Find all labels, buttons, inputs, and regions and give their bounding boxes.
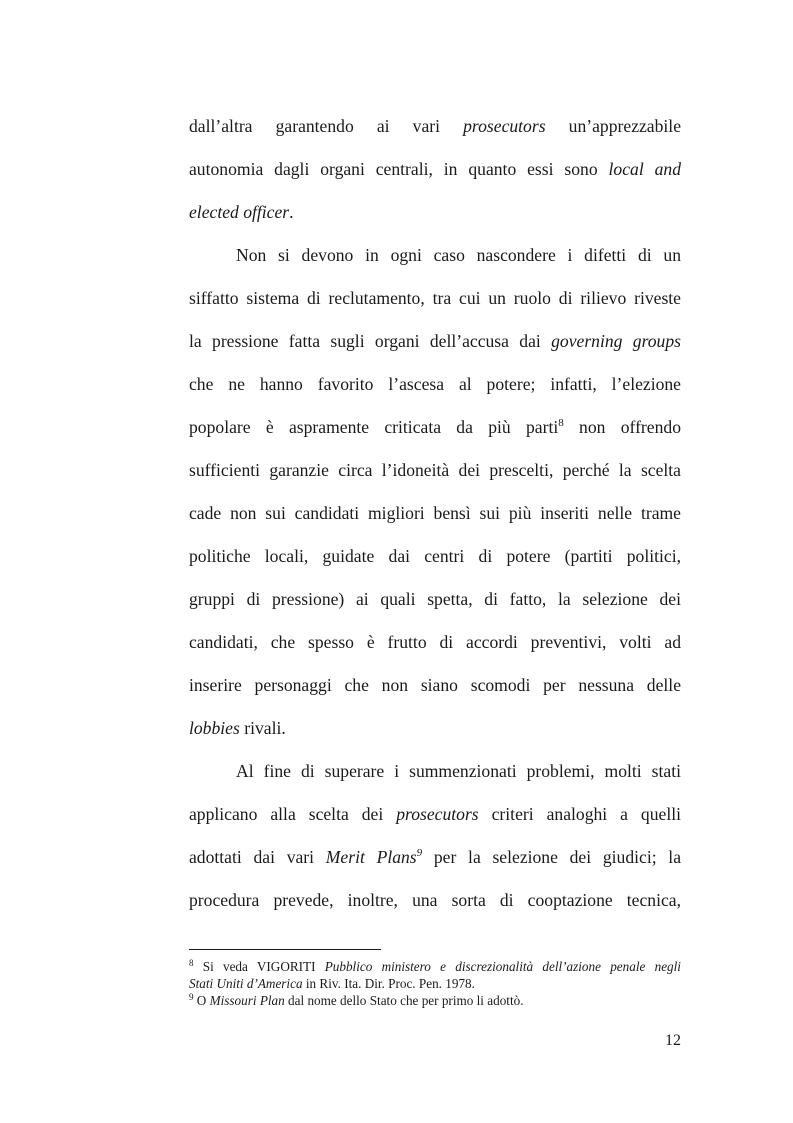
body-line: dall’altra garantendo ai vari prosecutors un’apprezzabile [189,116,681,136]
body-line: cade non sui candidati migliori bensì sui più inseriti nelle trame [189,503,681,523]
footnote-ref: 8 [558,417,564,429]
body-line: candidati, che spesso è frutto di accordi preventivi, volti ad [189,632,681,652]
body-line: che ne hanno favorito l’ascesa al potere; infatti, l’elezione [189,374,681,394]
body-line: adottati dai vari Merit Plans$^9$ per la selezione dei giudici; la [189,847,682,867]
body-line: autonomia dagli organi centrali, in quanto essi sono local and [189,159,682,179]
footnote-8-continued: Stati Uniti d’America in Riv. Ita. Dir. Proc. Pen. 1978. [189,976,475,991]
footnote-ref: 9 [416,847,423,859]
body-line: siffatto sistema di reclutamento, tra cui un ruolo di rilievo riveste [189,288,681,308]
body-line: lobbies rivali. [189,718,286,738]
footnote-8: $^8$ Si veda VIGORITI Pubblico ministero e discrezionalità dell’azione penale negli [189,958,681,974]
body-line: gruppi di pressione) ai quali spetta, di fatto, la selezione dei [189,589,681,609]
footnote-9: $^9$ O Missouri Plan dal nome dello Stato che per primo li adottò. [189,992,524,1008]
body-line: popolare è aspramente criticata da più parti$^8$ non offrendo [189,417,681,437]
body-line: la pressione fatta sugli organi dell’accusa dai governing groups [189,331,681,351]
body-line: Non si devono in ogni caso nascondere i difetti di un [236,245,681,265]
footnote-separator [189,949,381,950]
page-number: 12 [665,1032,681,1049]
body-line: inserire personaggi che non siano scomodi per nessuna delle [189,675,681,695]
body-line: Al fine di superare i summenzionati problemi, molti stati [236,761,681,781]
body-line: applicano alla scelta dei prosecutors criteri analoghi a quelli [189,804,681,824]
body-line: elected officer. [189,202,294,222]
body-line: politiche locali, guidate dai centri di potere (partiti politici, [189,546,681,566]
body-line: procedura prevede, inoltre, una sorta di cooptazione tecnica, [189,890,681,910]
body-line: sufficienti garanzie circa l’idoneità dei prescelti, perché la scelta [189,460,681,480]
